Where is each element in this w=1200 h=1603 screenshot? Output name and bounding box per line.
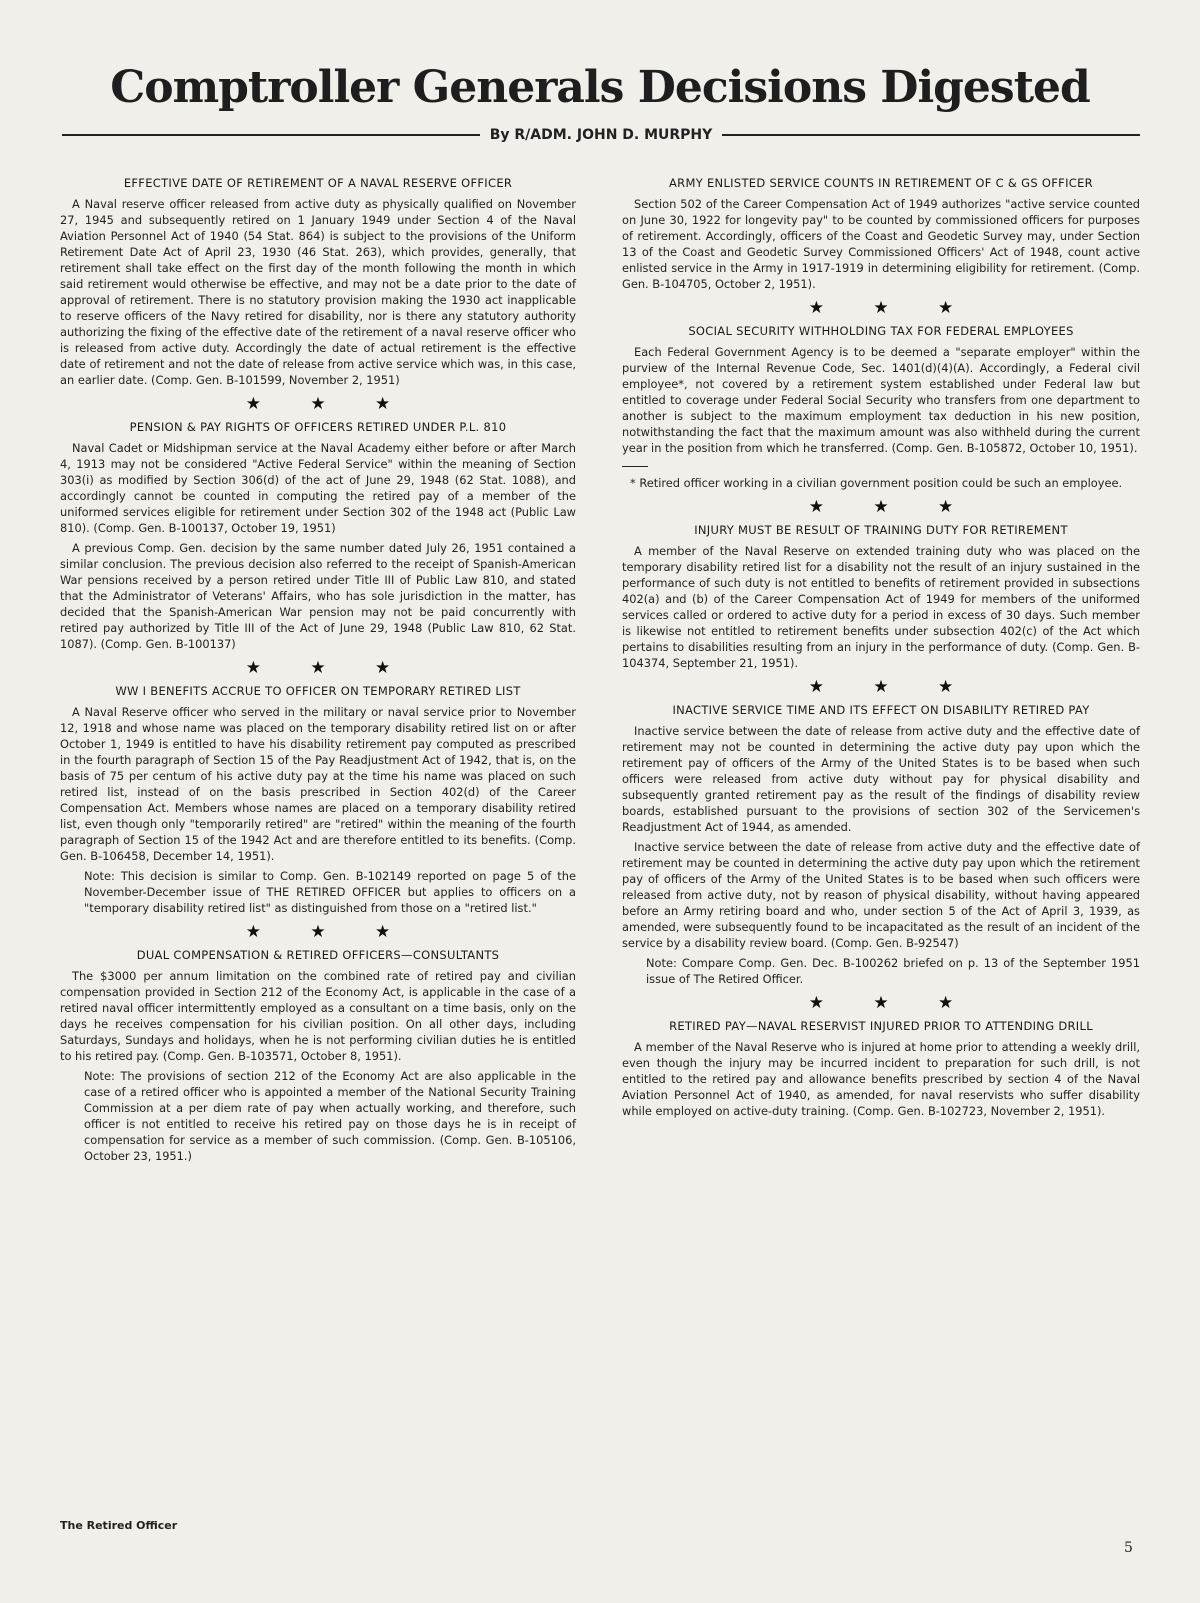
section-paragraph: A Naval Reserve officer who served in the military or naval service prior to November 12, 1918 and whose name was placed on the temporary disability retired list on or after October 1, 1949 is entitled to have his disability retirement pay computed as prescribed in the fourth paragraph of Section 15 of the Pay Readjustment Act of 1942, that is, on the basis of 75 per centum of his active duty pay at the time his name was placed on such retired list, instead of on the basis prescribed in Section 402(d) of the Career Compensation Act. Members whose names are placed on a temporary disability retired list, even though only "temporarily retired" are "retired" within the meaning of the fourth paragraph of Section 15 of the 1942 Act and are therefore entitled to its benefits. (Comp. Gen. B-106458, December 14, 1951). bbox=[60, 705, 576, 863]
section-note: Note: This decision is similar to Comp. Gen. B-102149 reported on page 5 of the November-December issue of THE RETIRED OFFICER but applies to officers on a "temporary disability retired list" as distinguished from those on a "retired list." bbox=[84, 869, 576, 915]
star-divider-icon: ★ ★ ★ bbox=[808, 993, 976, 1013]
byline-rule-right bbox=[722, 134, 1140, 136]
star-divider-icon: ★ ★ ★ bbox=[245, 394, 413, 414]
section-heading: INACTIVE SERVICE TIME AND ITS EFFECT ON DISABILITY RETIRED PAY bbox=[672, 703, 1090, 717]
section-paragraph: The $3000 per annum limitation on the combined rate of retired pay and civilian compensation provided in Section 212 of the Economy Act, is applicable in the case of a retired naval officer intermittently employed as a consultant on a time basis, only on the days he receives compensation for his civilian position. On all other days, including Saturdays, Sundays and holidays, when he is not performing civilian duties he is entitled to his retired pay. (Comp. Gen. B-103571, October 8, 1951). bbox=[60, 969, 576, 1063]
footnote-rule bbox=[622, 466, 648, 467]
section-paragraph: Naval Cadet or Midshipman service at the Naval Academy either before or after March 4, 1913 may not be considered "Active Federal Service" within the meaning of Section 303(i) as modified by Section 306(d) of the act of June 29, 1948 (62 Stat. 1088), and accordingly cannot be counted in computing the retired pay of a member of the uniformed services eligible for retirement under Section 302 of the 1948 act (Public Law 810). (Comp. Gen. B-100137, October 19, 1951) bbox=[60, 441, 576, 535]
section-paragraph: A member of the Naval Reserve on extended training duty who was placed on the temporary disability retired list for a disability not the result of an injury sustained in the performance of such duty is not entitled to benefits of retirement provided in subsections 402(a) and (b) of the Career Compensation Act of 1949 for members of the uniformed services called or ordered to active duty for a period in excess of 30 days. Such member is likewise not entitled to retirement benefits under subsection 402(c) of the Act which pertains to disabilities resulting from an injury in the performance of duty. (Comp. Gen. B-104374, September 21, 1951). bbox=[622, 544, 1140, 670]
page-title: Comptroller Generals Decisions Digested bbox=[110, 62, 1090, 113]
footnote: * Retired officer working in a civilian government position could be such an employee. bbox=[630, 476, 1123, 490]
byline-rule-left bbox=[62, 134, 480, 136]
page-number: 5 bbox=[1124, 1540, 1133, 1556]
publication-name: The Retired Officer bbox=[60, 1519, 178, 1532]
section-heading: INJURY MUST BE RESULT OF TRAINING DUTY FOR RETIREMENT bbox=[694, 523, 1068, 537]
section-paragraph: Section 502 of the Career Compensation Act of 1949 authorizes "active service counted on June 30, 1922 for longevity pay" to be counted by commissioned officers for purposes of retirement. Accordingly, officers of the Coast and Geodetic Survey may, under Section 13 of the Coast and Geodetic Survey Commissioned Officers' Act of 1948, count active enlisted service in the Army in 1917-1919 in determining eligibility for retirement. (Comp. Gen. B-104705, October 2, 1951). bbox=[622, 197, 1140, 291]
star-divider-icon: ★ ★ ★ bbox=[808, 497, 976, 517]
section-note: Note: The provisions of section 212 of the Economy Act are also applicable in the case of a retired officer who is appointed a member of the National Security Training Commission at a per diem rate of pay when actually working, and therefore, such officer is not entitled to receive his retired pay on those days he is in receipt of compensation for service as a member of such commission. (Comp. Gen. B-105106, October 23, 1951.) bbox=[84, 1069, 576, 1163]
section-paragraph: A member of the Naval Reserve who is injured at home prior to attending a weekly drill, even though the injury may be incurred incident to preparation for such drill, is not entitled to the retired pay and allowance benefits prescribed by section 4 of the Naval Aviation Personnel Act of 1940, as amended, for naval reservists who suffer disability while employed on active-duty training. (Comp. Gen. B-102723, November 2, 1951). bbox=[622, 1040, 1140, 1118]
section-heading: PENSION & PAY RIGHTS OF OFFICERS RETIRED UNDER P.L. 810 bbox=[129, 420, 507, 434]
section-paragraph: A previous Comp. Gen. decision by the same number dated July 26, 1951 contained a similar conclusion. The previous decision also referred to the receipt of Spanish-American War pensions received by a person retired under Title III of Public Law 810, and stated that the Administrator of Veterans' Affairs, who has sole jurisdiction in the matter, has decided that the Spanish-American War pension may not be paid concurrently with retired pay authorized by Title III of the Act of June 29, 1948 (Public Law 810, 62 Stat. 1087). (Comp. Gen. B-100137) bbox=[60, 541, 576, 651]
section-paragraph: A Naval reserve officer released from active duty as physically qualified on November 27, 1945 and subsequently retired on 1 January 1949 under Section 4 of the Naval Aviation Personnel Act of 1940 (54 Stat. 864) is subject to the provisions of the Uniform Retirement Date Act of April 23, 1930 (46 Stat. 263), which provides, generally, that retirement shall take effect on the first day of the month following the month in which said retirement would otherwise be effective, and may not be a date prior to the date of approval of retirement. There is no statutory provision making the 1930 act inapplicable to reserve officers of the Navy retired for disability, nor is there any statutory authority authorizing the fixing of the effective date of the retirement of a naval reserve officer who is released from active duty. Accordingly the date of actual retirement is the effective date of retirement and not the date of release from active service which was, in this case, an earlier date. (Comp. Gen. B-101599, November 2, 1951) bbox=[60, 197, 576, 387]
section-heading: RETIRED PAY—NAVAL RESERVIST INJURED PRIOR TO ATTENDING DRILL bbox=[669, 1019, 1093, 1033]
star-divider-icon: ★ ★ ★ bbox=[245, 922, 413, 942]
star-divider-icon: ★ ★ ★ bbox=[808, 298, 976, 318]
section-heading: WW I BENEFITS ACCRUE TO OFFICER ON TEMPORARY RETIRED LIST bbox=[115, 684, 521, 698]
section-paragraph: Inactive service between the date of release from active duty and the effective date of retirement may be counted in determining the active duty pay upon which the retirement pay of officers of the Army of the United States is to be based when such officers were released from active duty, not by reason of physical disability, without having appeared before an Army retiring board and who, under section 5 of the Act of April 3, 1939, as amended, were subsequently found to be incapacitated as the result of an incident of the service by a disability review board. (Comp. Gen. B-92547) bbox=[622, 840, 1140, 950]
byline-row bbox=[62, 124, 1140, 146]
section-heading: EFFECTIVE DATE OF RETIREMENT OF A NAVAL RESERVE OFFICER bbox=[123, 176, 513, 190]
section-note: Note: Compare Comp. Gen. Dec. B-100262 briefed on p. 13 of the September 1951 issue of The Retired Officer. bbox=[646, 956, 1140, 986]
star-divider-icon: ★ ★ ★ bbox=[245, 658, 413, 678]
section-heading: DUAL COMPENSATION & RETIRED OFFICERS—CONSULTANTS bbox=[136, 948, 500, 962]
star-divider-icon: ★ ★ ★ bbox=[808, 677, 976, 697]
right-column bbox=[622, 176, 1140, 1123]
left-column bbox=[60, 176, 576, 1168]
section-paragraph: Each Federal Government Agency is to be deemed a "separate employer" within the purview of the Internal Revenue Code, Sec. 1401(d)(4)(A). Accordingly, a Federal civil employee*, not covered by a retirement system established under Federal law but entitled to coverage under Federal Social Security who transfers from one department to another is subject to the maximum employment tax deduction in his new position, notwithstanding the fact that the maximum amount was also withheld during the current year in the position from which he transferred. (Comp. Gen. B-105872, October 10, 1951). bbox=[622, 345, 1140, 455]
section-heading: SOCIAL SECURITY WITHHOLDING TAX FOR FEDERAL EMPLOYEES bbox=[688, 324, 1074, 338]
byline: By R/ADM. JOHN D. MURPHY bbox=[489, 127, 713, 143]
section-heading: ARMY ENLISTED SERVICE COUNTS IN RETIREMENT OF C & GS OFFICER bbox=[669, 176, 1093, 190]
section-paragraph: Inactive service between the date of release from active duty and the effective date of retirement may not be counted in determining the active duty pay upon which the retirement pay of officers of the Army of the United States is to be based when such officers were released from active duty without pay for physical disability and subsequently granted retirement pay as the result of the findings of disability review boards, established pursuant to the provisions of section 302 of the Servicemen's Readjustment Act of 1944, as amended. bbox=[622, 724, 1140, 834]
